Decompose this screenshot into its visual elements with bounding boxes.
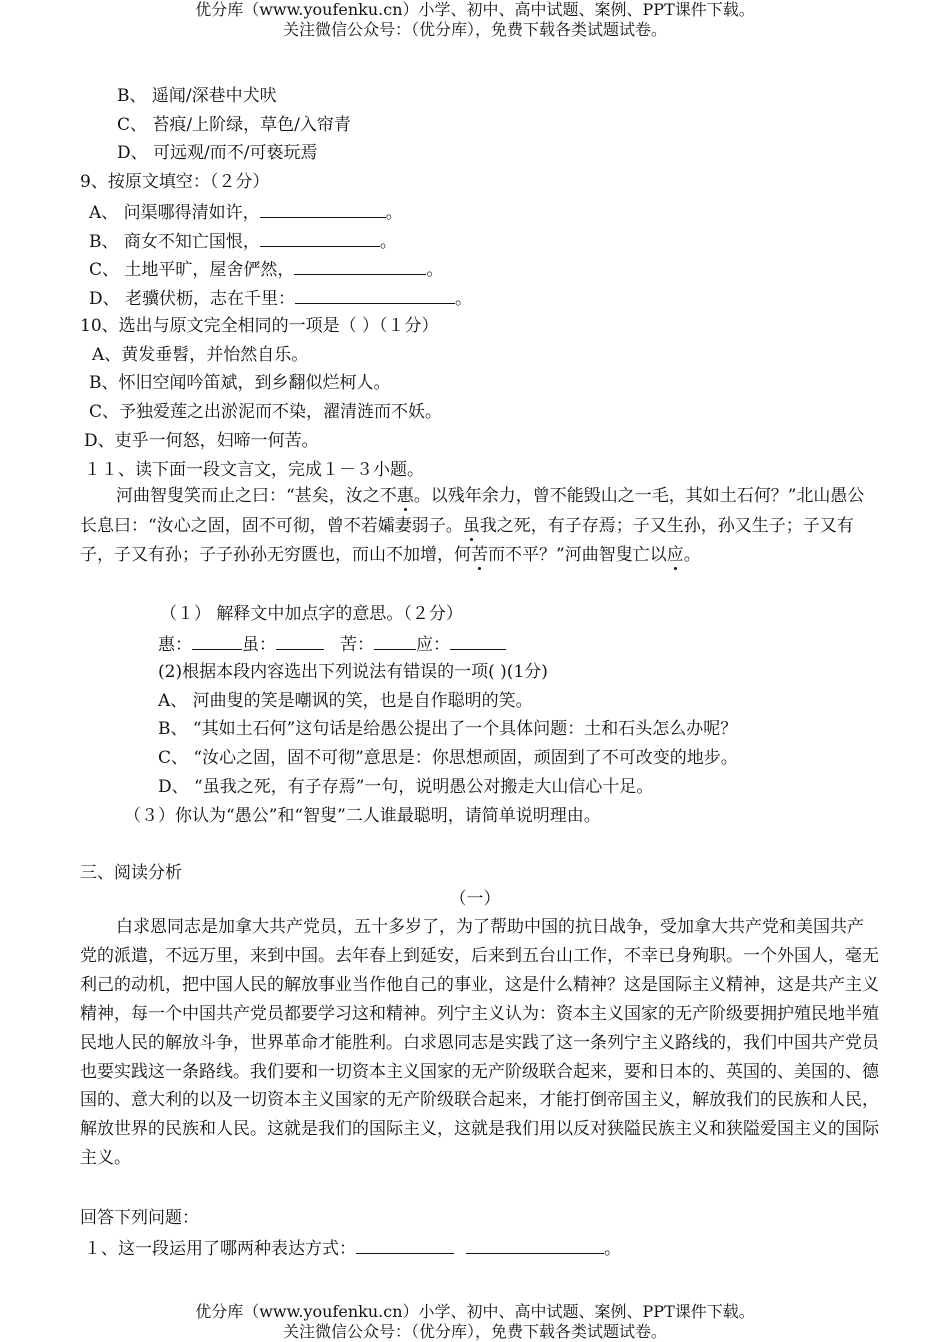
q11-sub2-option-b: B、 “其如土石何”这句话是给愚公提出了一个具体问题：土和石头怎么办呢？: [158, 719, 738, 739]
section3-title: 三、阅读分析: [80, 863, 182, 883]
q9-answer-blank-a[interactable]: [260, 199, 386, 218]
q10-option-d: D、吏乎一何怒，妇啼一何苦。: [84, 431, 319, 451]
q8-option-d: D、 可远观/而不/可亵玩焉: [117, 143, 318, 163]
q8-option-c: C、 苔痕/上阶绿，草色/入帘青: [117, 115, 351, 135]
q11-passage-part1: 河曲智叟笑而止之曰：“甚矣，汝之不: [116, 486, 397, 506]
q9-item-a-text: A、 问渠哪得清如许，: [89, 203, 260, 223]
q11-sub2-option-d: D、 “虽我之死，有子存焉”一句，说明愚公对搬走大山信心十足。: [158, 777, 654, 797]
sub1-blank-ying[interactable]: [450, 631, 506, 650]
section3-q1-blank-1[interactable]: [356, 1235, 454, 1254]
q11-sub1-prompt: （１） 解释文中加点字的意思。（２分）: [160, 604, 463, 624]
q11-sub2-prompt: (2)根据本段内容选出下列说法有错误的一项( )(1分): [158, 662, 548, 682]
q11-dotted-char-ying: 应: [666, 545, 684, 565]
section3-passage: 白求恩同志是加拿大共产党员，五十多岁了，为了帮助中国的抗日战争，受加拿大共产党和美国共产党的派遣，不远万里，来到中国。去年春上到延安，后来到五台山工作，不幸已身殉职。一个外国人，毫无利己的动机，把中国人民的解放事业当作他自己的事业，这是什么精神？这是国际主义精神，这是共产主义精神，每一个中国共产党员都要学习这和精神。列宁主义认为：资本主义国家的无产阶级要拥护殖民地半殖民地人民的解放斗争，世界革命才能胜利。白求恩同志是实践了这一条列宁主义路线的，我们中国共产党员也要实践这一条路线。我们要和一切资本主义国家的无产阶级联合起来，要和日本的、英国的、美国的、德国的、意大利的以及一切资本主义国家的无产阶级联合起来，才能打倒帝国主义，解放我们的民族和人民，解放世界的民族和人民。这就是我们的国际主义，这就是我们用以反对狭隘民族主义和狭隘爱国主义的国际主义。: [80, 917, 879, 1169]
q9-item-c: [89, 256, 443, 282]
section3-q1-text: １、这一段运用了哪两种表达方式：: [84, 1239, 356, 1259]
q10-option-a: A、黄发垂髫，并怡然自乐。: [92, 345, 309, 365]
q9-item-a: [89, 199, 403, 225]
q11-sub3-prompt: （３）你认为“愚公”和“智叟”二人谁最聪明，请简单说明理由。: [124, 806, 601, 826]
sub1-label-sui: 虽：: [242, 635, 276, 655]
sub1-blank-sui[interactable]: [276, 631, 324, 650]
q9-item-a-end: 。: [385, 203, 403, 223]
q10-option-c: C、予独爱莲之出淤泥而不染，濯清涟而不妖。: [89, 402, 443, 422]
q10-title: 10、选出与原文完全相同的一项是（ ）（１分）: [80, 316, 439, 336]
q9-item-d: [89, 285, 472, 311]
q11-dotted-char-sui: 虽: [462, 515, 480, 536]
page-footer-line2: 关注微信公众号：（优分库），免费下载各类试题试卷。: [282, 1322, 667, 1341]
q9-item-b-end: 。: [379, 232, 397, 252]
q11-sub2-option-a: A、 河曲叟的笑是嘲讽的笑，也是自作聪明的笑。: [158, 691, 533, 711]
q11-passage-part2: 。以残年余力，曾不能毁山之一毛，其如土石何？”北山愚公长息曰：“汝心之固，固不可彻，曾不若孀妻弱子。: [80, 486, 865, 536]
q11-passage-part4: 而不平？”河曲智叟亡以: [488, 545, 667, 565]
q9-item-b: [89, 228, 397, 254]
q11-sub2-option-c: C、 “汝心之固，固不可彻”意思是：你思想顽固，顽固到了不可改变的地步。: [158, 748, 738, 768]
section3-q1: [84, 1235, 621, 1261]
q11-passage-part3: 我之死，有子存焉；子又生孙，孙又生子；子又有子，子又有孙；子子孙孙无穷匮也，而山不加增，何: [80, 515, 854, 565]
q11-classical-passage: [80, 482, 880, 571]
q11-sub1-answers: [158, 631, 506, 657]
q9-title: 9、按原文填空：（２分）: [80, 172, 270, 192]
q9-item-c-text: C、 土地平旷，屋舍俨然，: [89, 260, 295, 280]
q8-option-b: B、 遥闻/深巷中犬吠: [117, 86, 277, 106]
q11-passage-part5: 。: [683, 545, 701, 565]
q9-item-d-end: 。: [455, 289, 473, 309]
q11-dotted-char-hui: 惠: [396, 486, 414, 506]
sub1-blank-hui[interactable]: [192, 631, 242, 650]
sub1-label-ying: 应：: [416, 635, 450, 655]
q9-item-b-text: B、 商女不知亡国恨，: [89, 232, 260, 252]
q9-answer-blank-b[interactable]: [260, 228, 380, 247]
answer-prompt: 回答下列问题：: [80, 1208, 199, 1228]
page-footer-line1: 优分库（www.youfenku.cn）小学、初中、高中试题、案例、PPT课件下载。: [195, 1302, 755, 1321]
sub1-label-ku: 苦：: [340, 635, 374, 655]
sub1-label-hui: 惠：: [158, 635, 192, 655]
q9-answer-blank-d[interactable]: [295, 285, 455, 304]
q10-option-b: B、怀旧空闻吟笛斌，到乡翻似烂柯人。: [89, 373, 391, 393]
sub1-blank-ku[interactable]: [374, 631, 416, 650]
q9-item-d-text: D、 老骥伏枥，志在千里：: [89, 289, 296, 309]
section3-q1-blank-2[interactable]: [466, 1235, 604, 1254]
page-header-line1: 优分库（www.youfenku.cn）小学、初中、高中试题、案例、PPT课件下载。: [195, 0, 755, 19]
q9-item-c-end: 。: [426, 260, 444, 280]
q9-answer-blank-c[interactable]: [294, 256, 426, 275]
section3-q1-end: 。: [604, 1239, 621, 1259]
page-header-line2: 关注微信公众号：（优分库），免费下载各类试题试卷。: [282, 20, 667, 39]
q11-dotted-char-ku: 苦: [471, 545, 488, 565]
section3-part-label: （一）: [449, 889, 501, 909]
q11-title: １１、读下面一段文言文，完成１－３小题。: [84, 460, 424, 480]
